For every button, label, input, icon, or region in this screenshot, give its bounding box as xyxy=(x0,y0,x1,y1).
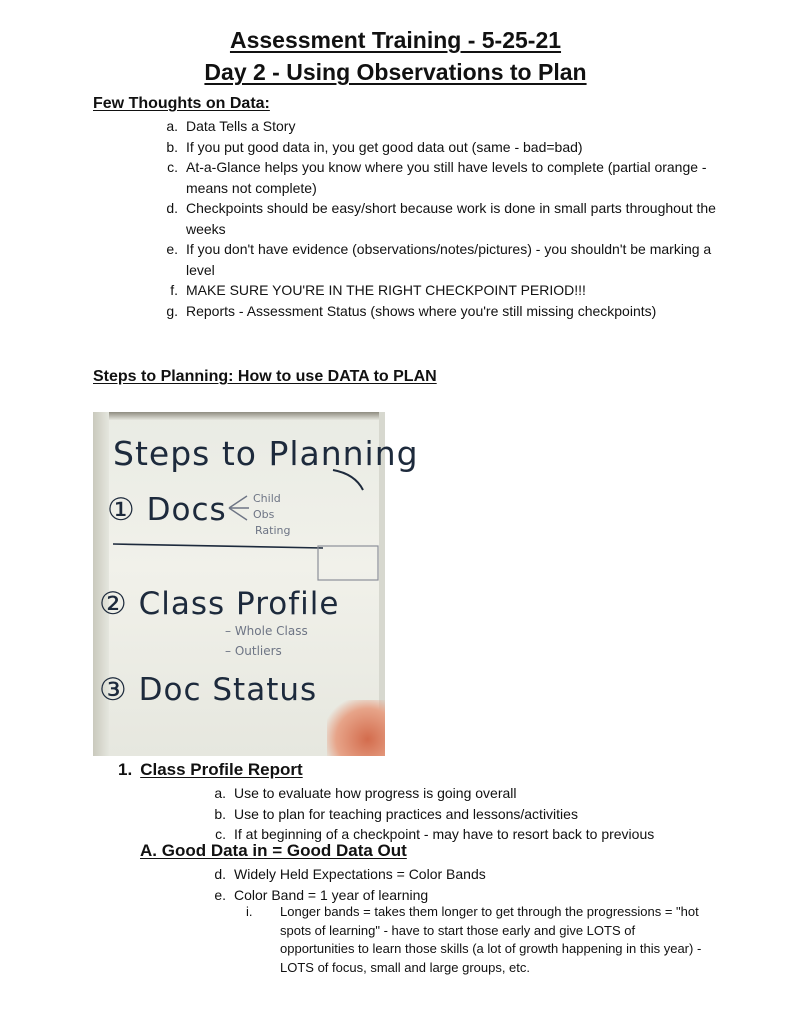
document-subtitle: Day 2 - Using Observations to Plan xyxy=(204,59,587,85)
photo-step1: ① Docs xyxy=(107,492,227,528)
good-data-heading: A. Good Data in = Good Data Out xyxy=(140,841,407,860)
list-item: a. Use to evaluate how progress is going overall xyxy=(214,785,517,801)
whiteboard-photo: Steps to Planning ① Docs Child Obs Rating ② Class Profile – Whole Class – Outliers ③ Doc Status xyxy=(93,412,385,756)
list-item: c. At-a-Glance helps you know where you still have levels to complete (partial orange - means not complete) xyxy=(167,159,707,196)
list-item: c. If at beginning of a checkpoint - may have to resort back to previous xyxy=(215,826,655,842)
class-profile-heading: 1. Class Profile Report xyxy=(118,760,303,779)
thoughts-list xyxy=(160,116,720,321)
class-profile-list xyxy=(208,783,688,845)
list-item: g. Reports - Assessment Status (shows where you're still missing checkpoints) xyxy=(166,302,657,319)
list-item: i. Longer bands = takes them longer to get through the progressions = "hot spots of learning" - have to start those early and give LOTS of opportunities to learn those skills (a lot of growth happening in this year) - LOTS of focus, small and large groups, etc. xyxy=(246,904,702,975)
list-item: a. Data Tells a Story xyxy=(166,118,296,134)
thoughts-heading: Few Thoughts on Data: xyxy=(93,95,270,112)
list-item: e. Color Band = 1 year of learning xyxy=(214,886,429,903)
list-item: f. MAKE SURE YOU'RE IN THE RIGHT CHECKPOINT PERIOD!!! xyxy=(170,282,586,298)
good-data-list xyxy=(208,864,688,905)
list-item: d. Widely Held Expectations = Color Bands xyxy=(214,866,486,882)
list-item: b. Use to plan for teaching practices and lessons/activities xyxy=(214,805,578,822)
photo-step2: ② Class Profile xyxy=(99,586,340,622)
good-data-sublist xyxy=(246,903,706,977)
list-item: b. If you put good data in, you get good data out (same - bad=bad) xyxy=(166,138,583,155)
document-title: Assessment Training - 5-25-21 xyxy=(229,27,562,53)
photo-title: Steps to Planning xyxy=(113,434,419,473)
steps-heading: Steps to Planning: How to use DATA to PLAN xyxy=(93,368,437,385)
list-item: e. If you don't have evidence (observations/notes/pictures) - you shouldn't be marking a level xyxy=(166,241,712,278)
list-item: d. Checkpoints should be easy/short because work is done in small parts throughout the weeks xyxy=(166,200,716,237)
photo-step3: ③ Doc Status xyxy=(99,672,318,708)
